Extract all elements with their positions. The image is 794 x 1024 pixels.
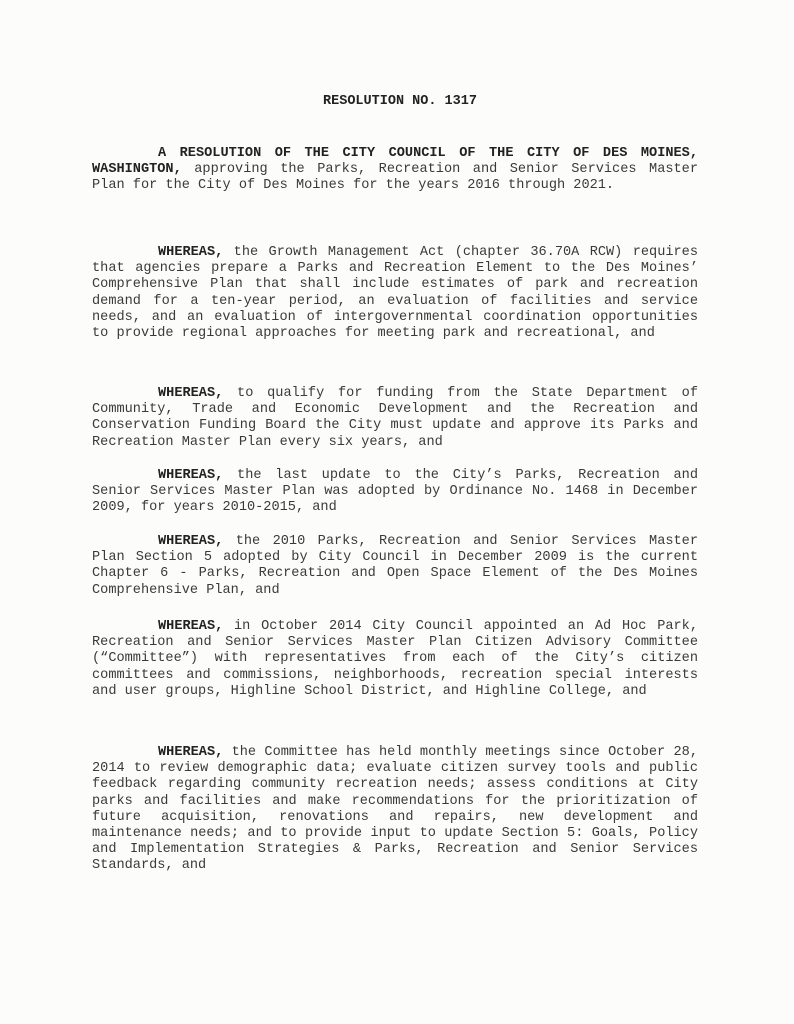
whereas-lead: WHEREAS, xyxy=(158,619,224,634)
intro-paragraph xyxy=(92,146,698,195)
whereas-lead: WHEREAS, xyxy=(158,745,224,760)
whereas-text: the 2010 Parks, Recreation and Senior Services Master Plan Section 5 adopted by City Council in December 2009 is the current Chapter 6 - Parks, Recreation and Open Space Element of the Des Moines Comprehensive Plan, and xyxy=(92,534,698,598)
whereas-text: in October 2014 City Council appointed an Ad Hoc Park, Recreation and Senior Services Master Plan Citizen Advisory Committee (“Committee”) with representatives from each of the City’s citizen committees and commissions, neighborhoods, recreation special interests and user groups, Highline School District, and Highline College, and xyxy=(92,619,698,699)
whereas-lead: WHEREAS, xyxy=(158,534,224,549)
whereas-clause-1 xyxy=(92,245,698,342)
whereas-paragraph xyxy=(92,745,698,875)
whereas-lead: WHEREAS, xyxy=(158,245,224,260)
whereas-lead: WHEREAS, xyxy=(158,468,224,483)
whereas-paragraph xyxy=(92,386,698,451)
whereas-text: to qualify for funding from the State Department of Community, Trade and Economic Development and the Recreation and Conservation Funding Board the City must update and approve its Parks and Recreation Master Plan every six years, and xyxy=(92,386,698,450)
whereas-paragraph xyxy=(92,468,698,517)
resolution-title: RESOLUTION NO. 1317 xyxy=(323,94,477,109)
intro-text: approving the Parks, Recreation and Senior Services Master Plan for the City of Des Moines for the years 2016 through 2021. xyxy=(92,162,698,194)
whereas-paragraph xyxy=(92,245,698,342)
whereas-text: the Growth Management Act (chapter 36.70A RCW) requires that agencies prepare a Parks and Recreation Element to the Des Moines’ Comprehensive Plan that shall include estimates of park and recreation demand for a ten-year period, an evaluation of facilities and service needs, and an evaluation of intergovernmental coordination opportunities to provide regional approaches for meeting park and recreational, and xyxy=(92,245,698,342)
resolution-intro xyxy=(92,146,698,195)
whereas-clause-3 xyxy=(92,468,698,517)
whereas-paragraph xyxy=(92,619,698,700)
intro-bold-heading: A RESOLUTION OF THE CITY COUNCIL OF THE CITY OF DES MOINES, WASHINGTON, xyxy=(92,146,698,178)
whereas-text: the Committee has held monthly meetings since October 28, 2014 to review demographic data; evaluate citizen survey tools and public feedback regarding community recreation needs; assess conditions at City parks and facilities and make recommendations for the prioritization of future acquisition, renovations and repairs, new development and maintenance needs; and to provide input to update Section 5: Goals, Policy and Implementation Strategies & Parks, Recreation and Senior Services Standards, and xyxy=(92,745,698,874)
whereas-clause-4 xyxy=(92,534,698,599)
whereas-clause-2 xyxy=(92,386,698,451)
whereas-paragraph xyxy=(92,534,698,599)
whereas-clause-6 xyxy=(92,745,698,875)
whereas-text: the last update to the City’s Parks, Recreation and Senior Services Master Plan was adopted by Ordinance No. 1468 in December 2009, for years 2010-2015, and xyxy=(92,468,698,516)
whereas-clause-5 xyxy=(92,619,698,700)
whereas-lead: WHEREAS, xyxy=(158,386,224,401)
